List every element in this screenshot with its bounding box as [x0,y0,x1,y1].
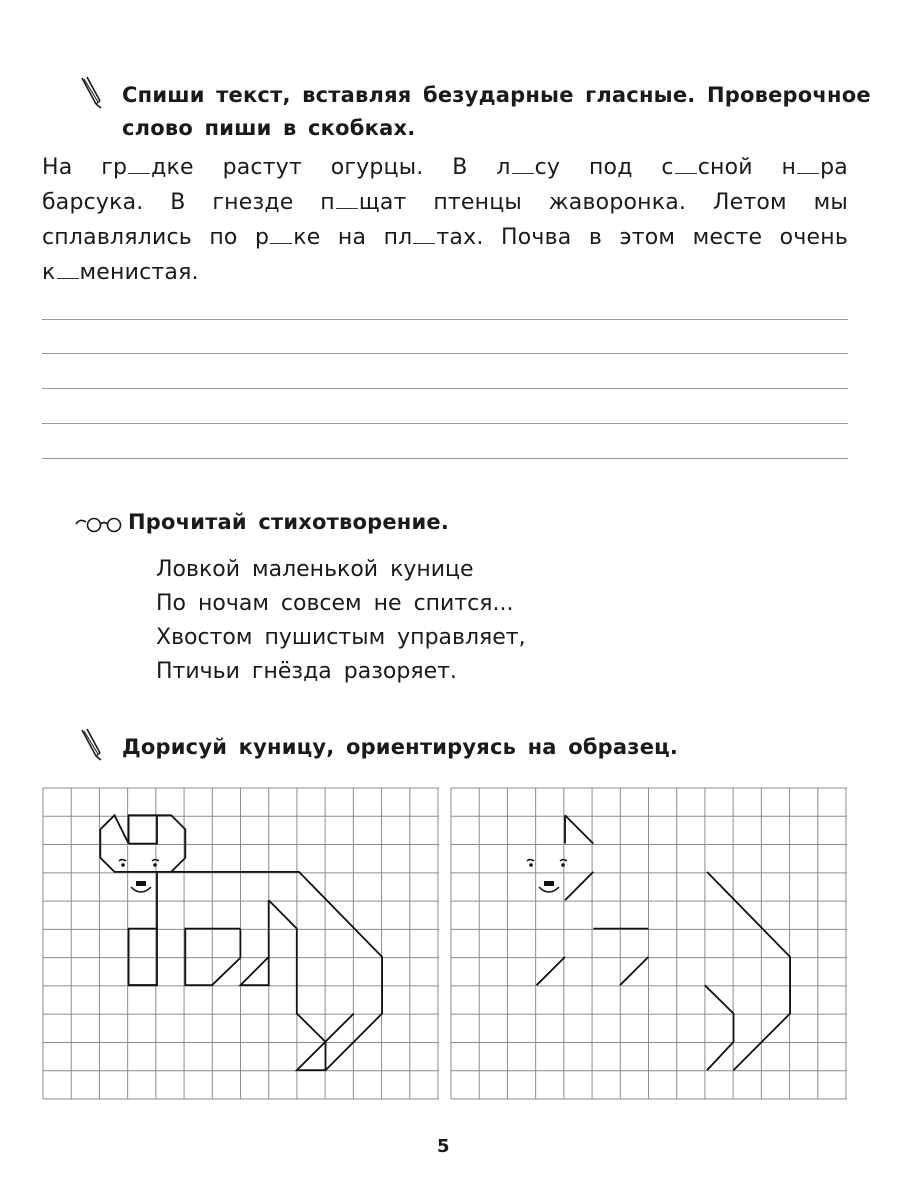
blank-gap[interactable] [675,155,697,174]
blank-gap[interactable] [128,155,150,174]
task1-text [42,150,848,290]
blank-gap[interactable] [797,155,819,174]
task1-pencil-icon [78,76,104,110]
task1-title-line1: Спиши текст, вставляя безударные гласные. Проверочное [122,83,871,107]
blank-gap[interactable] [270,225,292,244]
task1-text-line1: На гр дке растут огурцы. В л су под с сной н ра [42,155,848,180]
marten-sample-drawing [100,815,382,1070]
task3-title: Дорисуй куницу, ориентируясь на образец. [122,735,679,759]
glasses-icon [74,512,124,534]
blank-gap[interactable] [336,190,358,209]
sample-grid [42,787,442,1101]
writing-line[interactable] [42,458,848,459]
writing-line[interactable] [42,353,848,354]
blank-gap[interactable] [413,225,435,244]
task1-text-line4: к менистая. [42,260,199,285]
task1-title-line2: слово пиши в скобках. [122,116,416,140]
writing-line[interactable] [42,388,848,389]
grid-lines [451,788,847,1099]
task3-pencil-icon [78,728,104,762]
poem-line: По ночам совсем не спится... [156,591,514,616]
drawing-grid[interactable] [450,787,850,1101]
marten-partial-drawing [527,815,790,1070]
task1-text-line2: барсука. В гнезде п щат птенцы жаворонка. Летом мы [42,190,849,215]
blank-gap[interactable] [512,155,534,174]
task1-text-line3: сплавлялись по р ке на пл тах. Почва в этом месте очень [42,225,849,250]
writing-line[interactable] [42,319,848,320]
poem-line: Птичьи гнёзда разоряет. [156,659,457,684]
writing-line[interactable] [42,423,848,424]
task1-title [122,79,871,145]
task2-title: Прочитай стихотворение. [128,510,450,534]
poem-line: Хвостом пушистым управляет, [156,625,526,650]
blank-gap[interactable] [57,260,79,279]
poem-line: Ловкой маленькой кунице [156,557,474,582]
poem [156,553,526,689]
page-number: 5 [437,1136,450,1157]
